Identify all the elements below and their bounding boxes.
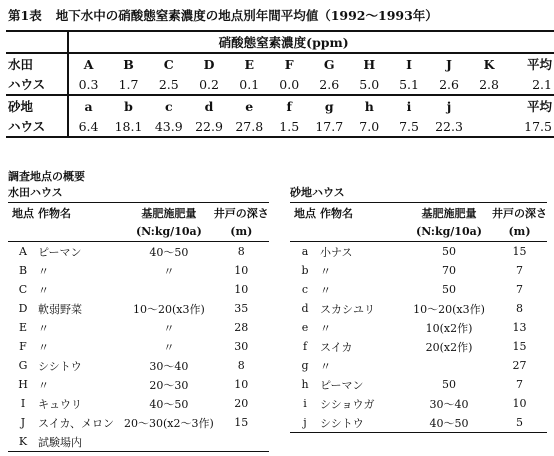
- site-code-cell: 平均: [526, 57, 552, 72]
- paddy-house-caption: 水田ハウス: [8, 186, 63, 199]
- concentration-cell: 1.5: [279, 118, 300, 134]
- concentration-cell: [469, 116, 509, 137]
- well-depth-cell: 7: [516, 264, 523, 277]
- crop-cell: キュウリ: [38, 397, 82, 411]
- table-row: [8, 242, 269, 262]
- crop-cell: シショウガ: [320, 397, 375, 411]
- site-cell: a: [301, 245, 309, 258]
- sandy-sites-row: [6, 95, 554, 116]
- site-cell: b: [301, 264, 309, 277]
- main-table-corner: [6, 31, 68, 53]
- table-row: [8, 280, 269, 299]
- table-row: [8, 318, 269, 337]
- site-code-cell: A: [83, 56, 94, 72]
- site-cell: f: [302, 340, 308, 353]
- crop-cell: シシトウ: [320, 416, 364, 430]
- well-depth-cell: 10: [512, 397, 527, 410]
- concentration-cell: 6.4: [78, 118, 99, 134]
- site-cell: j: [303, 416, 307, 429]
- sandy-values-row: [6, 116, 554, 137]
- crop-cell: 試験場内: [38, 435, 82, 449]
- crop-cell: 軟弱野菜: [38, 302, 82, 316]
- concentration-cell: 7.5: [399, 118, 419, 134]
- site-code-cell: f: [286, 98, 292, 114]
- table-row: [8, 261, 269, 280]
- site-code-cell: F: [284, 56, 294, 72]
- concentration-cell: 2.1: [532, 76, 552, 92]
- site-code-cell: I: [406, 56, 412, 72]
- col-header: 基肥施肥量: [421, 206, 477, 220]
- well-depth-cell: 27: [512, 359, 527, 372]
- col-subheader: (N:kg/10a): [135, 225, 202, 238]
- survey-section-title: 調査地点の概要: [8, 170, 85, 183]
- table-row: [8, 432, 269, 452]
- fertilizer-cell: 〃: [163, 321, 175, 335]
- table-row: [8, 356, 269, 375]
- well-depth-cell: 8: [237, 245, 245, 258]
- site-code-cell: b: [124, 98, 133, 114]
- crop-cell: スカシユリ: [320, 302, 375, 316]
- site-code-cell: e: [245, 98, 254, 114]
- fertilizer-cell: 30〜40: [429, 397, 469, 411]
- site-code-cell: K: [483, 56, 495, 72]
- col-header: 作物名: [320, 206, 353, 220]
- well-depth-cell: 10: [234, 378, 249, 391]
- site-cell: F: [19, 340, 27, 353]
- crop-cell: スイカ: [320, 340, 353, 354]
- site-cell: E: [18, 321, 28, 334]
- crop-cell: 〃: [320, 264, 331, 278]
- crop-cell: 〃: [320, 359, 331, 373]
- table-row: [290, 375, 547, 394]
- site-cell: c: [301, 283, 309, 296]
- site-code-cell: d: [204, 98, 214, 114]
- table-row: [290, 261, 547, 280]
- crop-cell: 〃: [320, 321, 331, 335]
- fertilizer-cell: [124, 280, 214, 299]
- fertilizer-cell: 50: [442, 283, 456, 296]
- table-row: [290, 299, 547, 318]
- unit-header: 硝酸態窒素濃度(ppm): [218, 35, 349, 50]
- col-header: 作物名: [38, 206, 71, 220]
- concentration-cell: 2.5: [158, 76, 179, 92]
- fertilizer-cell: 20(x2作): [425, 340, 473, 354]
- table-title: [8, 6, 548, 24]
- concentration-cell: 0.1: [239, 76, 260, 92]
- site-cell: K: [18, 435, 28, 448]
- fertilizer-cell: 〃: [163, 264, 175, 278]
- site-cell: B: [18, 264, 28, 277]
- site-cell: A: [19, 245, 27, 258]
- col-header: 井戸の深さ: [213, 206, 269, 220]
- table-row: [290, 356, 547, 375]
- site-code-cell: i: [406, 98, 412, 114]
- concentration-cell: 2.6: [439, 76, 459, 92]
- site-code-cell: C: [163, 56, 174, 72]
- col-header: 地点: [294, 206, 316, 220]
- site-code-cell: a: [84, 98, 93, 114]
- crop-cell: 小ナス: [320, 245, 353, 259]
- paddy-values-row: [6, 74, 554, 95]
- well-depth-cell: 8: [516, 302, 523, 315]
- fertilizer-cell: 20〜30(x2〜3作): [124, 416, 214, 430]
- concentration-cell: 7.0: [359, 118, 380, 134]
- table-row: [8, 413, 269, 432]
- fertilizer-cell: 70: [442, 264, 456, 277]
- site-cell: h: [301, 378, 309, 391]
- well-depth-cell: 15: [512, 340, 527, 353]
- fertilizer-cell: 〃: [163, 340, 175, 354]
- col-subheader: [290, 222, 320, 242]
- concentration-cell: 43.9: [154, 118, 183, 134]
- concentration-cell: 0.0: [279, 76, 300, 92]
- concentration-cell: 17.5: [524, 118, 552, 134]
- well-depth-cell: 15: [512, 245, 527, 258]
- well-depth-cell: 28: [234, 321, 249, 334]
- fertilizer-cell: 50: [442, 378, 456, 391]
- fertilizer-cell: 40〜50: [429, 416, 469, 430]
- concentration-cell: 17.7: [315, 118, 344, 134]
- table-row: [8, 337, 269, 356]
- site-code-cell: j: [446, 98, 452, 114]
- col-header: 井戸の深さ: [492, 206, 547, 220]
- well-depth-cell: 7: [516, 378, 523, 391]
- fertilizer-cell: 10〜20(x3作): [133, 302, 205, 316]
- paddy-sites-row: [6, 53, 554, 74]
- site-code-cell: 平均: [526, 99, 552, 114]
- nitrate-concentration-table: [6, 30, 554, 138]
- table-row: [290, 337, 547, 356]
- well-depth-cell: 7: [516, 283, 523, 296]
- col-subheader: [38, 222, 124, 242]
- paddy-label-bottom: ハウス: [6, 74, 68, 95]
- crop-cell: シシトウ: [38, 359, 82, 373]
- fertilizer-cell: 40〜50: [149, 397, 189, 411]
- site-code-cell: h: [364, 98, 374, 114]
- site-cell: g: [301, 359, 309, 372]
- table-row: [290, 280, 547, 299]
- site-cell: G: [18, 359, 28, 372]
- sandy-house-table: [290, 184, 547, 433]
- well-depth-cell: 15: [234, 416, 249, 429]
- site-cell: J: [20, 416, 26, 429]
- fertilizer-cell: 10〜20(x3作): [413, 302, 485, 316]
- table-row: [8, 299, 269, 318]
- crop-cell: 〃: [38, 283, 49, 297]
- site-code-cell: G: [323, 56, 335, 72]
- table-row: [290, 318, 547, 337]
- concentration-cell: 0.2: [199, 76, 219, 92]
- sandy-label-bottom: ハウス: [6, 116, 68, 137]
- crop-cell: 〃: [320, 283, 331, 297]
- concentration-cell: 22.9: [195, 118, 223, 134]
- table-row: [290, 394, 547, 413]
- site-code-cell: E: [244, 56, 254, 72]
- fertilizer-cell: 30〜40: [149, 359, 189, 373]
- concentration-cell: 27.8: [235, 118, 264, 134]
- well-depth-cell: 35: [234, 302, 249, 315]
- site-code-cell: H: [363, 56, 376, 72]
- well-depth-cell: 8: [237, 359, 245, 372]
- site-cell: I: [20, 397, 26, 410]
- site-cell: d: [301, 302, 309, 315]
- concentration-cell: 2.6: [319, 76, 340, 92]
- crop-cell: ピーマン: [38, 245, 82, 259]
- site-cell: e: [301, 321, 309, 334]
- fertilizer-cell: [124, 432, 214, 452]
- site-cell: i: [303, 397, 307, 410]
- table-row: [290, 413, 547, 433]
- well-depth-cell: 10: [234, 283, 249, 296]
- crop-cell: スイカ、メロン: [38, 416, 115, 430]
- site-code-cell: c: [164, 98, 173, 114]
- col-subheader: (m): [508, 225, 531, 238]
- well-depth-cell: 13: [512, 321, 527, 334]
- table-row: [290, 242, 547, 262]
- site-code-cell: g: [324, 98, 334, 114]
- well-depth-cell: 5: [516, 416, 523, 429]
- table-number: 第1表: [8, 8, 42, 23]
- site-code-cell: J: [446, 56, 452, 72]
- well-depth-cell: 20: [234, 397, 249, 410]
- fertilizer-cell: 50: [442, 245, 456, 258]
- fertilizer-cell: 40〜50: [149, 245, 189, 259]
- crop-cell: 〃: [38, 340, 49, 354]
- col-header: 地点: [12, 206, 34, 220]
- crop-cell: 〃: [38, 264, 49, 278]
- table-row: [8, 375, 269, 394]
- sandy-label-top: 砂地: [6, 95, 68, 116]
- site-code-cell: [469, 95, 509, 116]
- paddy-label-top: 水田: [6, 53, 68, 74]
- col-subheader: [8, 222, 38, 242]
- well-depth-cell: 30: [234, 340, 249, 353]
- concentration-cell: 5.0: [359, 76, 380, 92]
- site-code-cell: B: [123, 56, 134, 72]
- sandy-house-caption: 砂地ハウス: [290, 186, 345, 199]
- paddy-house-table: [8, 184, 269, 452]
- site-cell: C: [18, 283, 28, 296]
- crop-cell: 〃: [38, 321, 49, 335]
- site-cell: H: [18, 378, 28, 391]
- fertilizer-cell: 10(x2作): [425, 321, 473, 335]
- fertilizer-cell: 20〜30: [149, 378, 189, 392]
- concentration-cell: 2.8: [479, 76, 499, 92]
- concentration-cell: 0.3: [78, 76, 99, 92]
- concentration-cell: 5.1: [399, 76, 419, 92]
- concentration-cell: 1.7: [118, 76, 139, 92]
- crop-cell: ピーマン: [320, 378, 364, 392]
- table-row: [8, 394, 269, 413]
- col-header: 基肥施肥量: [141, 206, 197, 220]
- table-title-text: 地下水中の硝酸態窒素濃度の地点別年間平均値（1992〜1993年）: [55, 8, 438, 23]
- col-subheader: (N:kg/10a): [416, 225, 482, 238]
- crop-cell: 〃: [38, 378, 49, 392]
- well-depth-cell: [214, 432, 269, 452]
- well-depth-cell: 10: [234, 264, 249, 277]
- col-subheader: (m): [230, 225, 253, 238]
- fertilizer-cell: [406, 356, 492, 375]
- concentration-cell: 22.3: [435, 118, 463, 134]
- site-cell: D: [18, 302, 28, 315]
- concentration-cell: 18.1: [114, 118, 143, 134]
- site-code-cell: D: [203, 56, 215, 72]
- col-subheader: [320, 222, 406, 242]
